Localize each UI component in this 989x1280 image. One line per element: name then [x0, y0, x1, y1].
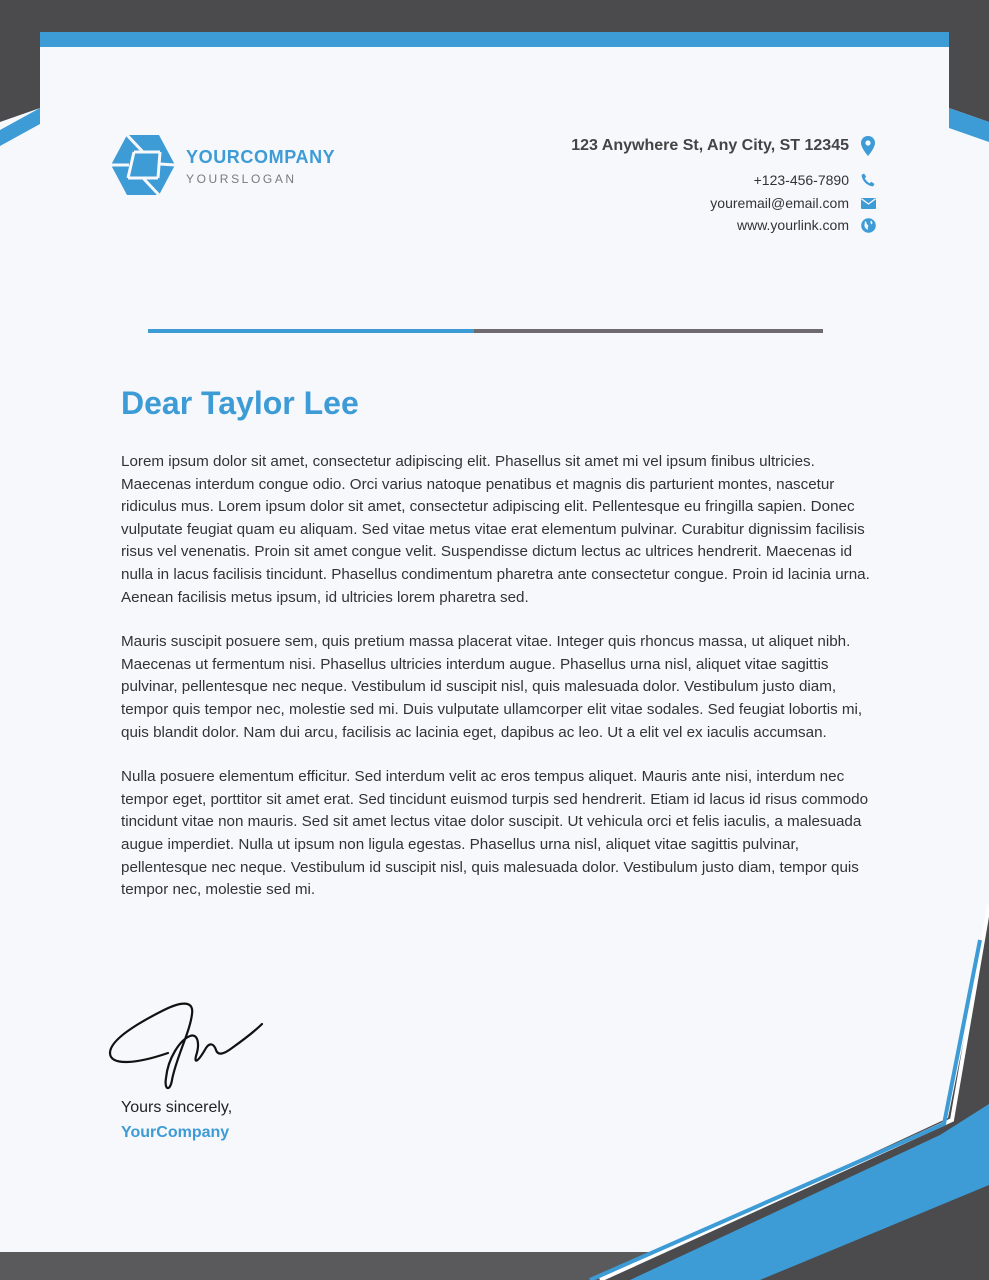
envelope-icon [861, 198, 876, 209]
location-pin-icon [861, 136, 875, 156]
address-text: 123 Anywhere St, Any City, ST 12345 [571, 137, 849, 154]
header-divider [148, 329, 823, 333]
contact-phone [754, 172, 877, 188]
contact-email [710, 195, 877, 211]
globe-icon [861, 218, 876, 233]
email-text[interactable]: youremail@email.com [710, 195, 849, 211]
phone-icon [861, 173, 875, 187]
phone-text[interactable]: +123-456-7890 [753, 172, 849, 188]
handwritten-signature [106, 998, 266, 1093]
contact-address [571, 136, 877, 156]
contact-website [737, 217, 877, 233]
body-paragraph: Lorem ipsum dolor sit amet, consectetur adipiscing elit. Phasellus sit amet mi vel ipsum finibus ultricies. Maecenas interdum congue odio. Orci varius natoque penatibus et magnis dis parturient montes, nascetur ridiculus mus. Lorem ipsum dolor sit amet, consectetur adipiscing elit. Pellentesque eu fringilla sapien. Donec vulputate feugiat quam eu aliquam. Sed vitae metus vitae erat elementum pulvinar. Curabitur dignissim facilisis risus vel venenatis. Proin sit amet congue velit. Suspendisse dictum lectus ac ultrices hendrerit. Maecenas id nulla in lacus facilisis tincidunt. Phasellus condimentum pharetra ante consectetur congue. Proin id lacinia urna. Aenean facilisis metus ipsum, id ultricies lorem pharetra sed. [121, 453, 870, 606]
company-slogan: YOURSLOGAN [186, 172, 297, 186]
closing-text: Yours sincerely, [121, 1099, 233, 1116]
body-paragraph: Mauris suscipit posuere sem, quis pretium massa placerat vitae. Integer quis rhoncus massa, ut aliquet nibh. Maecenas ut fermentum nisi. Phasellus ultricies interdum augue. Phasellus urna nisl, aliquet vitae sagittis pulvinar, pellentesque nec neque. Vestibulum id suscipit nisl, quis malesuada dolor. Vestibulum justo diam, tempor quis tempor nec, molestie sed mi. Duis vulputate ullamcorper elit vitae sodales. Sed feugiat lobortis mi, quis blandit dolor. Nam dui arcu, facilisis ac lacinia eget, dapibus ac leo. Ut a elit vel ex iaculis accumsan. [121, 633, 863, 741]
body-paragraph: Nulla posuere elementum efficitur. Sed interdum velit ac eros tempus aliquet. Mauris ante nisi, interdum nec tempor eget, porttitor sit amet erat. Sed tincidunt euismod turpis sed hendrerit. Etiam id lacus id risus commodo tincidunt vitae non mauris. Sed sit amet lectus vitae dolor suscipit. Ut vehicula orci et felis iaculis, a malesuada augue imperdiet. Nulla ut ipsum non ligula egestas. Phasellus urna nisl, aliquet vitae sagittis pulvinar, pellentesque nec neque. Vestibulum id suscipit nisl, quis malesuada dolor. Vestibulum justo diam, tempor quis tempor nec, molestie sed mi. [121, 768, 869, 899]
aperture-hexagon-icon [110, 134, 176, 196]
letter-body [121, 451, 877, 924]
letter-greeting: Dear Taylor Lee [121, 385, 359, 421]
closing-company-name: YourCompany [121, 1124, 230, 1141]
website-text[interactable]: www.yourlink.com [736, 217, 849, 233]
company-logo [110, 134, 335, 196]
company-name: YOURCOMPANY [186, 147, 336, 167]
